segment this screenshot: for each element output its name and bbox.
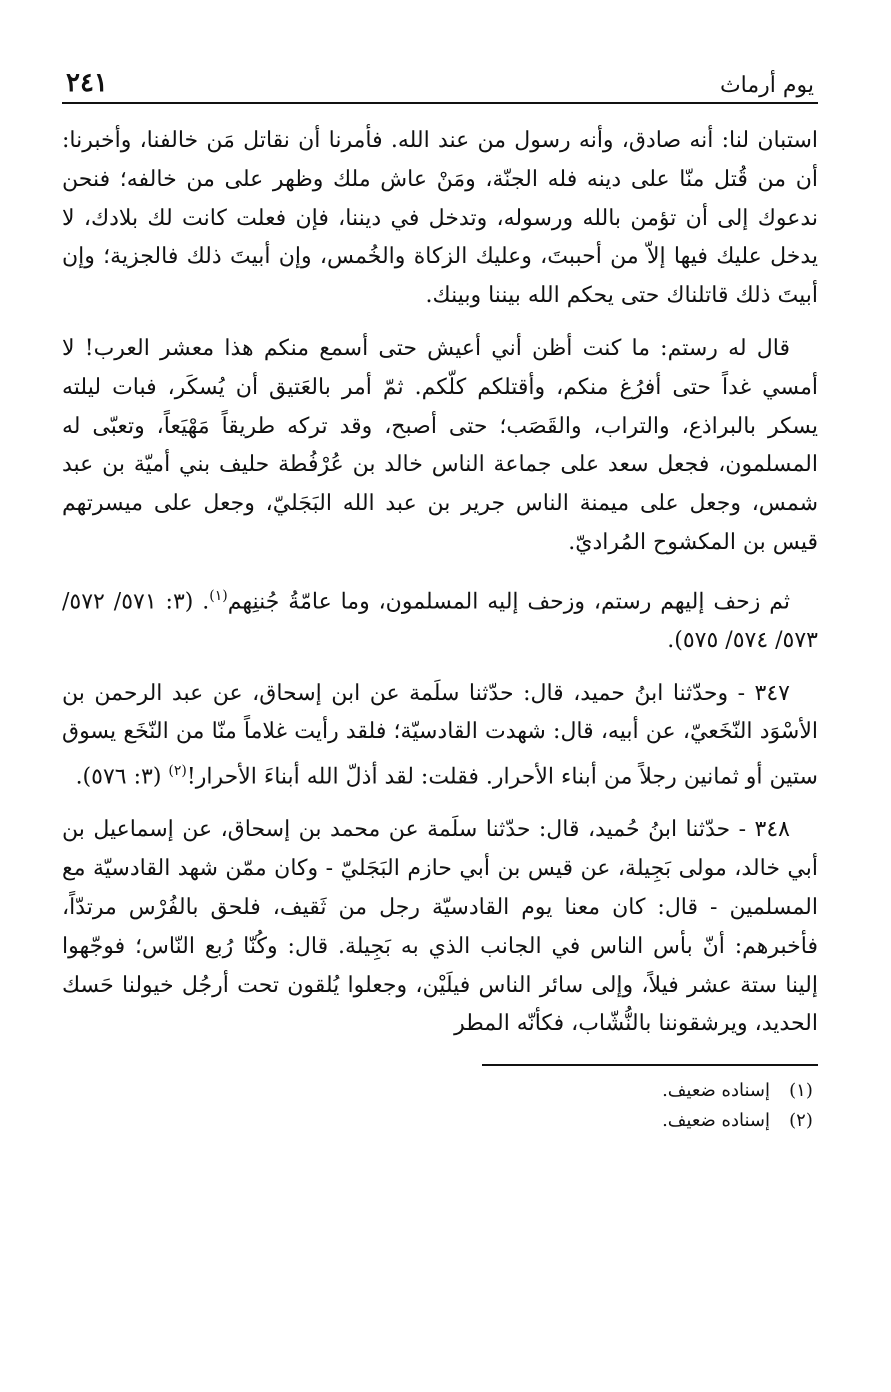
book-page [62,58,818,1358]
paragraph-text-after: . [202,589,210,615]
footnote [62,1106,818,1136]
footnote-marker: (٢) [168,763,187,780]
footnote-text: إسناده ضعيف. [662,1110,770,1132]
paragraph [62,122,818,316]
footnote [62,1076,818,1106]
paragraph-text: ٣٤٨ - حدّثنا ابنُ حُميد، قال: حدّثنا سلَمة عن محمد بن إسحاق، عن إسماعيل بن أبي خالد، مولى بَجِيلة، عن قيس بن أبي حازم البَجَليّ - وكان ممّن شهد القادسيّة مع المسلمين - قال: كان معنا يوم القادسيّة رجل من ثَقيف، فلحق بالفُرْس مرتدّاً، فأخبرهم: أنّ بأس الناس في الجانب الذي به بَجِيلة. قال: وكُنّا رُبع النّاس؛ فوجّهوا إلينا ستة عشر فيلاً، وإلى سائر الناس فيلَيْن، وجعلوا يُلقون تحت أرجُل خيولنا حَسك الحديد، ويرشقوننا بالنُّشّاب، فكأنّه المطر [62,817,818,1037]
body-text [62,122,818,1044]
paragraph [62,811,818,1044]
page-header [62,58,818,104]
footnote-number: (١) [789,1080,813,1102]
source-citation: (٣: ٥٧٦). [75,764,162,790]
paragraph-text: ٣٤٧ - وحدّثنا ابنُ حميد، قال: حدّثنا سلَمة عن ابن إسحاق، عن عبد الرحمن بن الأسْوَد النّخَعيّ، عن أبيه، قال: شهدت القادسيّة؛ فلقد رأيت غلاماً منّا من النّخَع يسوق ستين أو ثمانين رجلاً من أبناء الأحرار. فقلت: لقد أذلّ الله أبناءَ الأحرار! [62,680,818,790]
paragraph [62,675,818,798]
paragraph [62,577,818,661]
running-title: يوم أرماث [719,73,814,98]
footnote-marker: (١) [209,587,228,604]
paragraph-text: استبان لنا: أنه صادق، وأنه رسول من عند الله. فأمرنا أن نقاتل مَن خالفنا، وأخبرنا: أن من قُتل منّا على دينه فله الجنّة، ومَنْ عاش ملك وظهر على من خالفه؛ فنحن ندعوك إلى أن تؤمن بالله ورسوله، وتدخل في ديننا، فإن فعلت كانت لك بلادك، لا يدخل عليك فيها إلاّ من أحببتَ، وعليك الزكاة والخُمس، وإن أبيتَ ذلك فالجزية؛ وإن أبيتَ ذلك قاتلناك حتى يحكم الله بيننا وبينك. [62,128,818,309]
paragraph [62,330,818,563]
footnote-divider [482,1064,818,1066]
page-number: ٢٤١ [66,68,108,98]
footnote-text: إسناده ضعيف. [662,1080,770,1102]
paragraph-text: قال له رستم: ما كنت أظن أني أعيش حتى أسمع منكم هذا معشر العرب! لا أمسي غداً حتى أفرُغ منكم، وأقتلكم كلّكم. ثمّ أمر بالعَتيق أن يُسكَر، فبات ليلته يسكر بالبراذع، والتراب، والقَصَب؛ حتى أصبح، وقد تركه طريقاً مَهْيَعاً، وتعبّى له المسلمون، فجعل سعد على جماعة الناس خالد بن عُرْفُطة حليف بني أميّة بن عبد شمس، وجعل على ميمنة الناس جرير بن عبد الله البَجَليّ، وجعل على ميسرتهم قيس بن المكشوح المُراديّ. [62,335,818,555]
source-citation: (٣: ٥٧١/ ٥٧٢/ ٥٧٣/ ٥٧٤/ ٥٧٥). [62,589,818,653]
footnote-number: (٢) [789,1110,813,1132]
paragraph-text: ثم زحف إليهم رستم، وزحف إليه المسلمون، وما عامّةُ جُننِهم [227,589,791,615]
footnotes [62,1076,818,1136]
